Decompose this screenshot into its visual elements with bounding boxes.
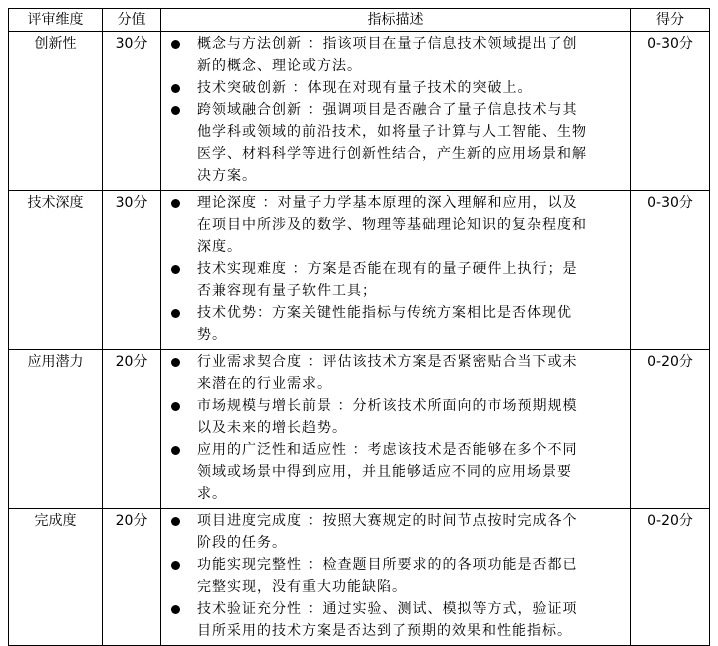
score-cell: 0-20分 [631, 350, 710, 509]
description-cell [161, 509, 631, 646]
criteria-item [161, 77, 630, 99]
bullet-icon [171, 358, 180, 367]
criteria-item [161, 33, 630, 77]
criteria-text-line: 他学科或领域的前沿技术，如将量子计算与人工智能、生物 [197, 124, 587, 140]
criteria-text-line: 求。 [197, 486, 227, 502]
cell-padding [161, 642, 630, 645]
score-cell: 0-30分 [631, 32, 710, 191]
header-points: 分值 [103, 9, 161, 32]
score-cell: 0-30分 [631, 191, 710, 350]
points-cell: 20分 [103, 350, 161, 509]
bullet-icon [171, 84, 180, 93]
bullet-icon [171, 309, 180, 318]
criteria-list [161, 32, 630, 187]
criteria-item [161, 439, 630, 505]
criteria-text-line: 技术突破创新 ：体现在对现有量子技术的突破上。 [197, 80, 533, 96]
description-cell [161, 350, 631, 509]
criteria-text-line: 否兼容现有量子软件工具； [197, 283, 377, 299]
score-cell: 0-20分 [631, 509, 710, 646]
table-row [9, 350, 710, 509]
dimension-cell: 应用潜力 [9, 350, 103, 509]
criteria-text-line: 以及未来的增长趋势。 [197, 420, 347, 436]
criteria-text-line: 技术实现难度 ：方案是否能在现有的量子硬件上执行；是 [197, 261, 578, 277]
description-cell [161, 191, 631, 350]
dimension-cell: 创新性 [9, 32, 103, 191]
criteria-text-line: 项目进度完成度 ：按照大赛规定的时间节点按时完成各个 [197, 513, 578, 529]
header-dimension: 评审维度 [9, 9, 103, 32]
header-row [9, 9, 710, 32]
bullet-icon [171, 605, 180, 614]
criteria-text-line: 完整实现，没有重大功能缺陷。 [197, 579, 407, 595]
table-row [9, 509, 710, 646]
criteria-text-line: 决方案。 [197, 168, 257, 184]
criteria-text-line: 领域或场景中得到应用，并且能够适应不同的应用场景要 [197, 464, 572, 480]
points-cell: 30分 [103, 32, 161, 191]
criteria-text-line: 市场规模与增长前景 ：分析该技术所面向的市场预期规模 [197, 398, 578, 414]
criteria-text-line: 势。 [197, 327, 227, 343]
criteria-text-line: 深度。 [197, 239, 242, 255]
criteria-item [161, 99, 630, 187]
criteria-list [161, 191, 630, 346]
header-score: 得分 [631, 9, 710, 32]
criteria-item [161, 554, 630, 598]
bullet-icon [171, 446, 180, 455]
points-cell: 20分 [103, 509, 161, 646]
bullet-icon [171, 561, 180, 570]
criteria-text-line: 行业需求契合度 ：评估该技术方案是否紧密贴合当下或未 [197, 354, 578, 370]
criteria-item [161, 351, 630, 395]
criteria-text-line: 来潜在的行业需求。 [197, 376, 332, 392]
bullet-icon [171, 265, 180, 274]
table-row [9, 32, 710, 191]
criteria-item [161, 302, 630, 346]
bullet-icon [171, 199, 180, 208]
criteria-text-line: 医学、材料科学等进行创新性结合，产生新的应用场景和解 [197, 146, 587, 162]
criteria-text-line: 技术优势：方案关键性能指标与传统方案相比是否体现优 [197, 305, 572, 321]
criteria-text-line: 在项目中所涉及的数学、物理等基础理论知识的复杂程度和 [197, 217, 587, 233]
criteria-text-line: 概念与方法创新 ：指该项目在量子信息技术领域提出了创 [197, 36, 578, 52]
criteria-text-line: 技术验证充分性 ：通过实验、测试、模拟等方式，验证项 [197, 601, 578, 617]
criteria-list [161, 350, 630, 505]
criteria-item [161, 598, 630, 642]
criteria-text-line: 阶段的任务。 [197, 535, 287, 551]
criteria-item [161, 510, 630, 554]
criteria-text-line: 新的概念、理论或方法。 [197, 58, 362, 74]
bullet-icon [171, 106, 180, 115]
criteria-item [161, 258, 630, 302]
bullet-icon [171, 517, 180, 526]
description-cell [161, 32, 631, 191]
criteria-text-line: 理论深度 ：对量子力学基本原理的深入理解和应用，以及 [197, 195, 578, 211]
criteria-text-line: 应用的广泛性和适应性 ：考虑该技术是否能够在多个不同 [197, 442, 578, 458]
criteria-text-line: 目所采用的技术方案是否达到了预期的效果和性能指标。 [197, 623, 572, 639]
bullet-icon [171, 402, 180, 411]
criteria-item [161, 192, 630, 258]
bullet-icon [171, 40, 180, 49]
dimension-cell: 技术深度 [9, 191, 103, 350]
header-description: 指标描述 [161, 9, 631, 32]
dimension-cell: 完成度 [9, 509, 103, 646]
criteria-list [161, 509, 630, 642]
points-cell: 30分 [103, 191, 161, 350]
criteria-item [161, 395, 630, 439]
evaluation-criteria-table [8, 8, 710, 646]
criteria-text-line: 跨领域融合创新 ：强调项目是否融合了量子信息技术与其 [197, 102, 578, 118]
criteria-text-line: 功能实现完整性 ：检查题目所要求的的各项功能是否都已 [197, 557, 578, 573]
table-row [9, 191, 710, 350]
